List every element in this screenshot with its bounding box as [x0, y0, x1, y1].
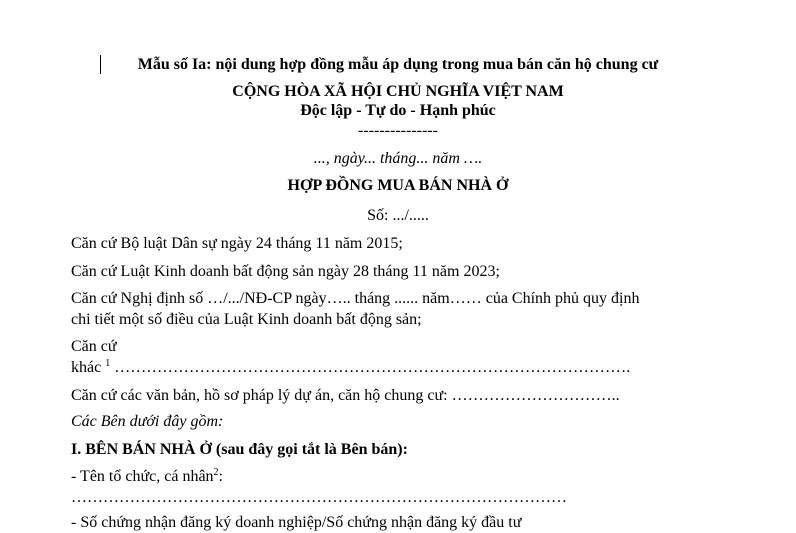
- seller-heading: I. BÊN BÁN NHÀ Ở (sau đây gọi tắt là Bên bán):: [71, 441, 408, 458]
- next-line-partial: - Số chứng nhận đăng ký doanh nghiệp/Số chứng nhận đăng ký đầu tư: [71, 514, 522, 531]
- date-line: ..., ngày... tháng... năm ….: [313, 150, 483, 167]
- national-title: CỘNG HÒA XÃ HỘI CHỦ NGHĨA VIỆT NAM: [232, 83, 564, 100]
- parties-intro: Các Bên dưới đây gồm:: [71, 413, 224, 430]
- motto: Độc lập - Tự do - Hạnh phúc: [300, 102, 496, 119]
- basis-project-docs: Căn cứ các văn bản, hồ sơ pháp lý dự án, căn hộ chung cư: …………………………..: [71, 387, 620, 404]
- seller-name-label: - Tên tổ chức, cá nhân: [71, 468, 214, 485]
- contract-number: Số: .../.....: [367, 207, 429, 224]
- seller-name-dots: …………………………………………………………………………………: [71, 489, 567, 506]
- basis-civil-code: Căn cứ Bộ luật Dân sự ngày 24 tháng 11 năm 2015;: [71, 235, 403, 252]
- basis-other-dots: …………………………………………………………………………………….: [114, 359, 631, 376]
- basis-decree-line-2: chi tiết một số điều của Luật Kinh doanh bất động sản;: [71, 311, 422, 328]
- basis-real-estate-law: Căn cứ Luật Kinh doanh bất động sản ngày 28 tháng 11 năm 2023;: [71, 263, 500, 280]
- form-heading: Mẫu số Ia: nội dung hợp đồng mẫu áp dụng trong mua bán căn hộ chung cư: [137, 56, 659, 73]
- basis-other-line-2: [71, 358, 630, 378]
- footnote-ref-1: 1: [105, 358, 111, 369]
- seller-name-colon: :: [218, 468, 223, 485]
- title-divider: ---------------: [358, 122, 438, 139]
- basis-other-line-1: Căn cứ: [71, 338, 117, 355]
- contract-title: HỢP ĐỒNG MUA BÁN NHÀ Ở: [287, 177, 509, 194]
- basis-other-label: khác: [71, 359, 102, 376]
- basis-decree-line-1: Căn cứ Nghị định số …/.../NĐ-CP ngày….. tháng ...... năm…… của Chính phủ quy định: [71, 290, 640, 307]
- seller-name-line: [71, 467, 223, 487]
- footnote-ref-2: 2: [213, 467, 219, 478]
